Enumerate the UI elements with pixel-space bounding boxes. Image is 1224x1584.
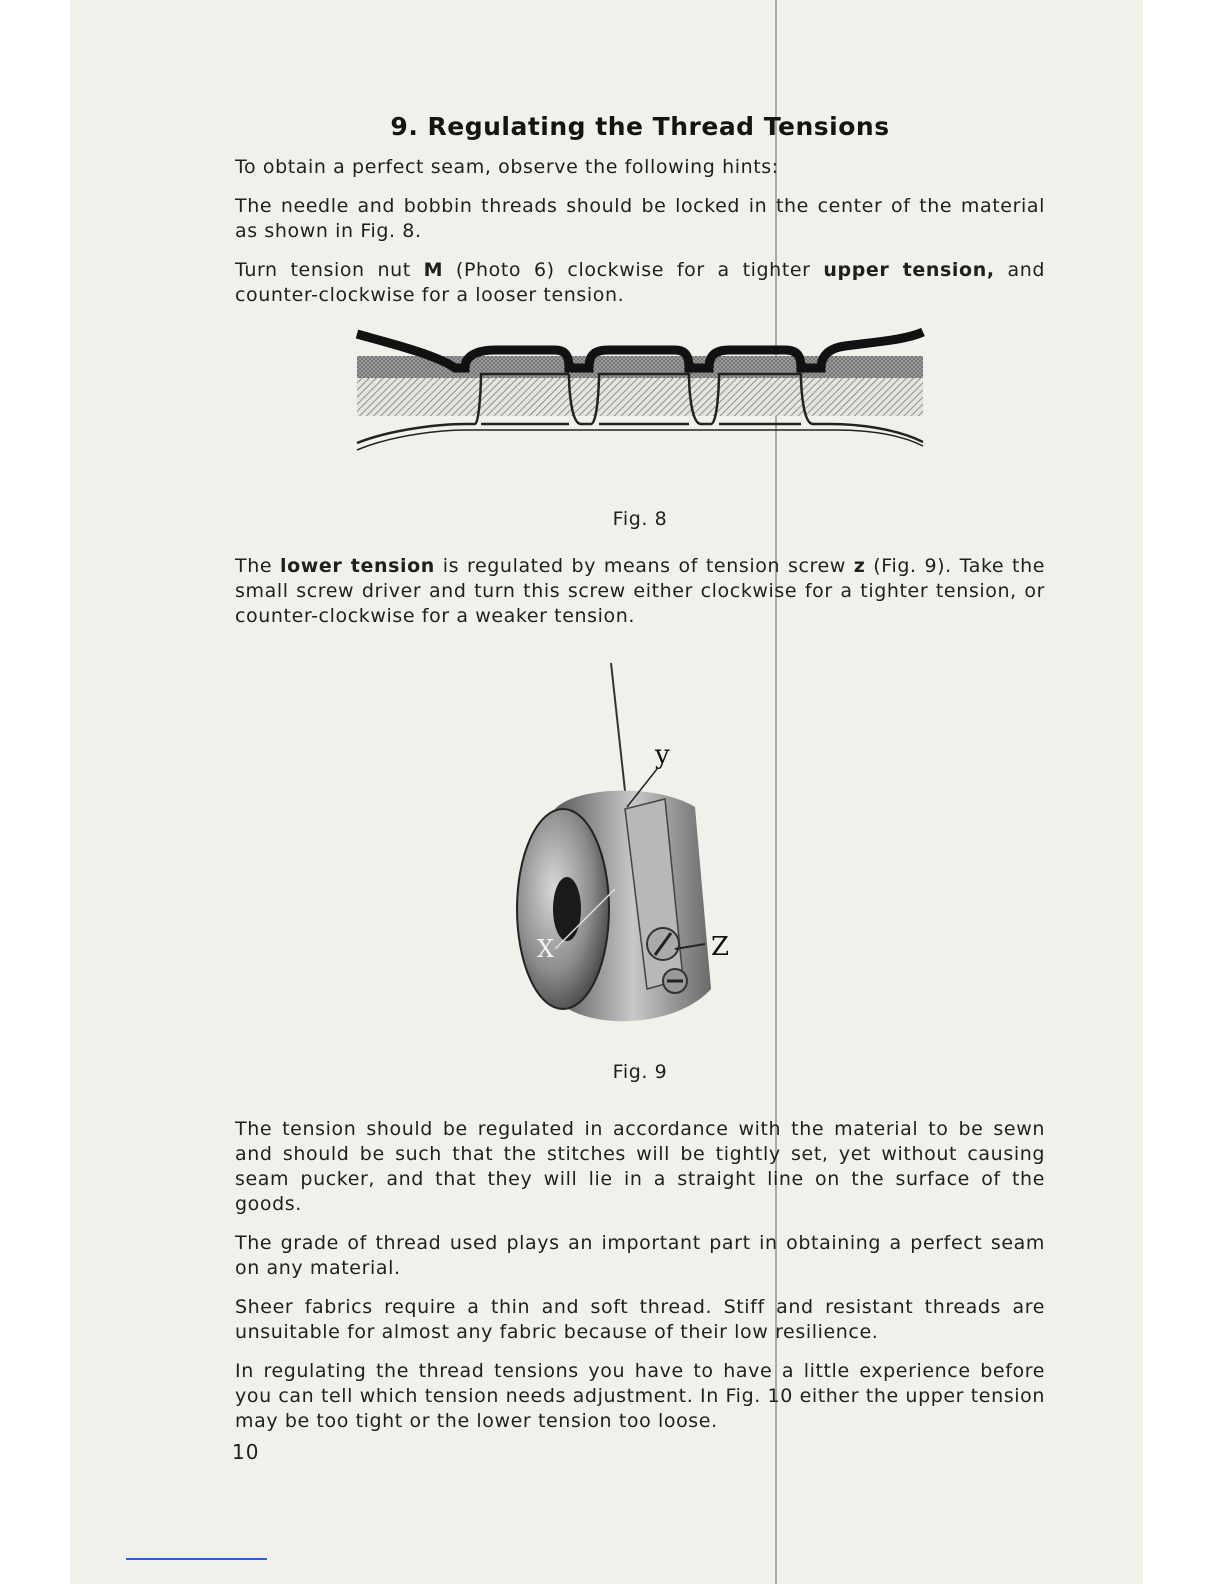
underline-mark bbox=[126, 1558, 267, 1560]
figure-8-caption: Fig. 8 bbox=[612, 508, 668, 530]
stitch-diagram bbox=[355, 328, 925, 458]
page-content bbox=[235, 100, 1045, 1448]
nut-label: M bbox=[423, 259, 444, 281]
paragraph-lower-tension: The lower tension is regulated by means of tension screw z (Fig. 9). Take the small screw driver and turn this screw either clockwise for a tighter tension, or counter-clockwise for a weaker tension. bbox=[235, 555, 1046, 627]
paragraph-upper-tension: Turn tension nut M (Photo 6) clockwise for a tighter upper tension, and counter-clockwise for a looser tension. bbox=[235, 259, 1045, 306]
figure-9 bbox=[235, 659, 1045, 1079]
label-z: Z bbox=[711, 932, 730, 962]
section-title: 9. Regulating the Thread Tensions bbox=[390, 112, 890, 141]
upper-tension-term: upper tension, bbox=[823, 259, 995, 281]
figure-9-caption: Fig. 9 bbox=[612, 1061, 668, 1083]
paragraph-regulate: The tension should be regulated in accordance with the material to be sewn and should be such that the stitches will be tightly set, yet without causing seam pucker, and that they will lie in a straight line on the surface of the goods. bbox=[235, 1118, 1045, 1215]
bobbin-case-illustration bbox=[515, 659, 775, 1059]
lower-fabric-layer bbox=[357, 378, 923, 416]
paragraph-experience: In regulating the thread tensions you have to have a little experience before you can tell which tension needs adjustment. In Fig. 10 either the upper tension may be too tight or the lower tension too loose. bbox=[235, 1360, 1045, 1432]
paragraph-locked: The needle and bobbin threads should be locked in the center of the material as shown in Fig. 8. bbox=[235, 195, 1045, 242]
thread-line bbox=[611, 663, 627, 809]
label-y: y bbox=[655, 740, 670, 770]
figure-8 bbox=[235, 328, 1045, 508]
paragraph-intro: To obtain a perfect seam, observe the following hints: bbox=[235, 156, 779, 178]
label-x: X bbox=[537, 935, 555, 963]
screw-label: z bbox=[853, 555, 866, 577]
lower-tension-term: lower tension bbox=[280, 555, 435, 577]
paragraph-grade: The grade of thread used plays an important part in obtaining a perfect seam on any material. bbox=[235, 1232, 1045, 1279]
bobbin-hole bbox=[553, 877, 581, 941]
page-number: 10 bbox=[232, 1440, 260, 1464]
paragraph-sheer: Sheer fabrics require a thin and soft thread. Stiff and resistant threads are unsuitable for almost any fabric because of their low resilience. bbox=[235, 1296, 1045, 1343]
